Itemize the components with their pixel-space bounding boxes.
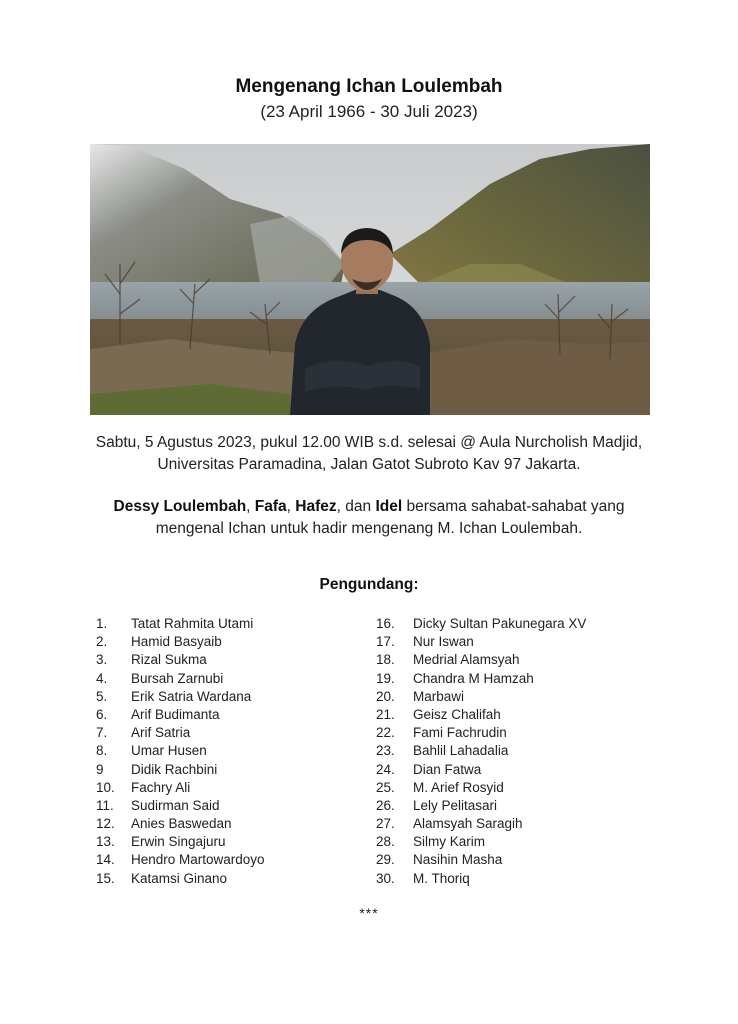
family-name-fafa: Fafa	[254, 498, 287, 515]
inviter-item	[96, 870, 265, 888]
inviter-item	[96, 815, 265, 833]
inviter-item	[376, 615, 586, 633]
inviter-name: Dian Fatwa	[413, 761, 482, 777]
inviter-item	[96, 706, 265, 724]
inviter-number: 26.	[376, 797, 395, 813]
separator: ,	[246, 498, 255, 515]
inviter-name: Anies Baswedan	[131, 816, 232, 832]
event-details	[0, 432, 738, 476]
inviter-name: Fami Fachrudin	[413, 725, 507, 741]
inviter-name: Silmy Karim	[413, 834, 486, 850]
invitation-rest: bersama sahabat-sahabat yang	[402, 498, 625, 515]
inviter-name: Katamsi Ginano	[131, 870, 228, 886]
inviter-item	[96, 670, 265, 688]
inviter-item	[376, 797, 586, 815]
memorial-photo	[90, 144, 650, 415]
inviter-name: Erwin Singajuru	[131, 834, 226, 850]
inviter-item	[376, 851, 586, 869]
inviter-item	[376, 779, 586, 797]
inviter-number: 6.	[96, 706, 108, 722]
invitation-text	[0, 496, 738, 540]
inviter-number: 7.	[96, 725, 108, 741]
inviter-name: Tatat Rahmita Utami	[131, 616, 254, 631]
inviter-number: 10.	[96, 779, 115, 795]
inviter-number: 16.	[376, 616, 395, 631]
inviter-number: 4.	[96, 670, 108, 686]
inviter-item	[96, 761, 265, 779]
inviter-number: 27.	[376, 816, 395, 832]
inviter-name: Dicky Sultan Pakunegara XV	[413, 616, 587, 631]
inviter-item	[96, 851, 265, 869]
inviter-number: 9	[96, 761, 104, 777]
inviter-number: 29.	[376, 852, 395, 868]
closing-mark: ***	[359, 905, 379, 921]
inviter-name: Didik Rachbini	[131, 761, 218, 777]
inviter-name: Chandra M Hamzah	[413, 670, 534, 686]
inviter-name: Hendro Martowardoyo	[131, 852, 265, 868]
inviter-item	[96, 779, 265, 797]
inviter-name: Nasihin Masha	[413, 852, 503, 868]
inviter-item	[376, 815, 586, 833]
event-line-2: Universitas Paramadina, Jalan Gatot Subroto Kav 97 Jakarta.	[157, 456, 581, 473]
inviter-number: 13.	[96, 834, 115, 850]
inviter-name: Medrial Alamsyah	[413, 652, 520, 668]
inviter-name: Umar Husen	[131, 743, 207, 759]
inviter-item	[96, 742, 265, 760]
inviter-name: M. Arief Rosyid	[413, 779, 504, 795]
inviter-name: Nur Iswan	[413, 634, 474, 650]
inviter-number: 24.	[376, 761, 395, 777]
page-title: Mengenang Ichan Loulembah	[235, 76, 503, 97]
inviters-list-left	[96, 615, 265, 888]
event-line-1: Sabtu, 5 Agustus 2023, pukul 12.00 WIB s.d. selesai @ Aula Nurcholish Madjid,	[95, 434, 643, 451]
inviter-item	[376, 724, 586, 742]
inviter-item	[376, 833, 586, 851]
inviter-number: 22.	[376, 725, 395, 741]
inviter-name: Lely Pelitasari	[413, 797, 498, 813]
separator: , dan	[336, 498, 376, 515]
inviters-heading: Pengundang:	[319, 576, 419, 593]
invitation-line-2: mengenal Ichan untuk hadir mengenang M. Ichan Loulembah.	[155, 520, 583, 537]
inviter-number: 11.	[96, 797, 114, 813]
inviter-name: Erik Satria Wardana	[131, 688, 252, 704]
inviter-number: 28.	[376, 834, 395, 850]
inviter-name: Bursah Zarnubi	[131, 670, 224, 686]
inviter-item	[96, 688, 265, 706]
inviter-number: 14.	[96, 852, 115, 868]
family-name-idel: Idel	[375, 498, 403, 515]
inviter-number: 23.	[376, 743, 395, 759]
inviter-number: 2.	[96, 634, 108, 650]
inviter-item	[96, 633, 265, 651]
inviter-number: 12.	[96, 816, 115, 832]
inviter-name: Alamsyah Saragih	[413, 816, 523, 832]
family-name-dessy: Dessy Loulembah	[113, 498, 247, 515]
family-name-hafez: Hafez	[295, 498, 337, 515]
inviter-item	[376, 651, 586, 669]
inviter-number: 21.	[376, 706, 395, 722]
inviter-number: 8.	[96, 743, 108, 759]
inviter-item	[96, 833, 265, 851]
inviter-name: Hamid Basyaib	[131, 634, 222, 650]
inviter-item	[96, 797, 265, 815]
inviter-item	[96, 651, 265, 669]
inviter-name: Geisz Chalifah	[413, 706, 501, 722]
inviter-item	[96, 615, 265, 633]
inviter-number: 18.	[376, 652, 395, 668]
inviter-number: 15.	[96, 870, 115, 886]
inviter-item	[376, 742, 586, 760]
inviter-item	[376, 706, 586, 724]
inviter-number: 5.	[96, 688, 108, 704]
inviter-number: 20.	[376, 688, 395, 704]
inviter-item	[376, 688, 586, 706]
inviter-name: Sudirman Said	[131, 797, 220, 813]
inviter-number: 30.	[376, 870, 395, 886]
inviter-name: Bahlil Lahadalia	[413, 743, 509, 759]
inviter-name: Arif Satria	[131, 725, 191, 741]
separator: ,	[286, 498, 296, 515]
inviter-number: 3.	[96, 652, 108, 668]
inviters-list-right	[376, 615, 586, 888]
life-dates: (23 April 1966 - 30 Juli 2023)	[260, 102, 478, 121]
inviter-number: 19.	[376, 670, 395, 686]
inviter-item	[376, 633, 586, 651]
inviter-name: Marbawi	[413, 688, 465, 704]
inviter-number: 1.	[96, 616, 108, 631]
inviter-number: 17.	[376, 634, 395, 650]
inviter-item	[376, 761, 586, 779]
inviter-item	[376, 870, 586, 888]
inviter-number: 25.	[376, 779, 395, 795]
invitation-line-1	[0, 496, 738, 518]
inviter-name: Rizal Sukma	[131, 652, 207, 668]
inviter-name: Fachry Ali	[131, 779, 191, 795]
inviter-name: M. Thoriq	[413, 870, 470, 886]
inviter-item	[376, 670, 586, 688]
inviter-name: Arif Budimanta	[131, 706, 220, 722]
inviter-item	[96, 724, 265, 742]
